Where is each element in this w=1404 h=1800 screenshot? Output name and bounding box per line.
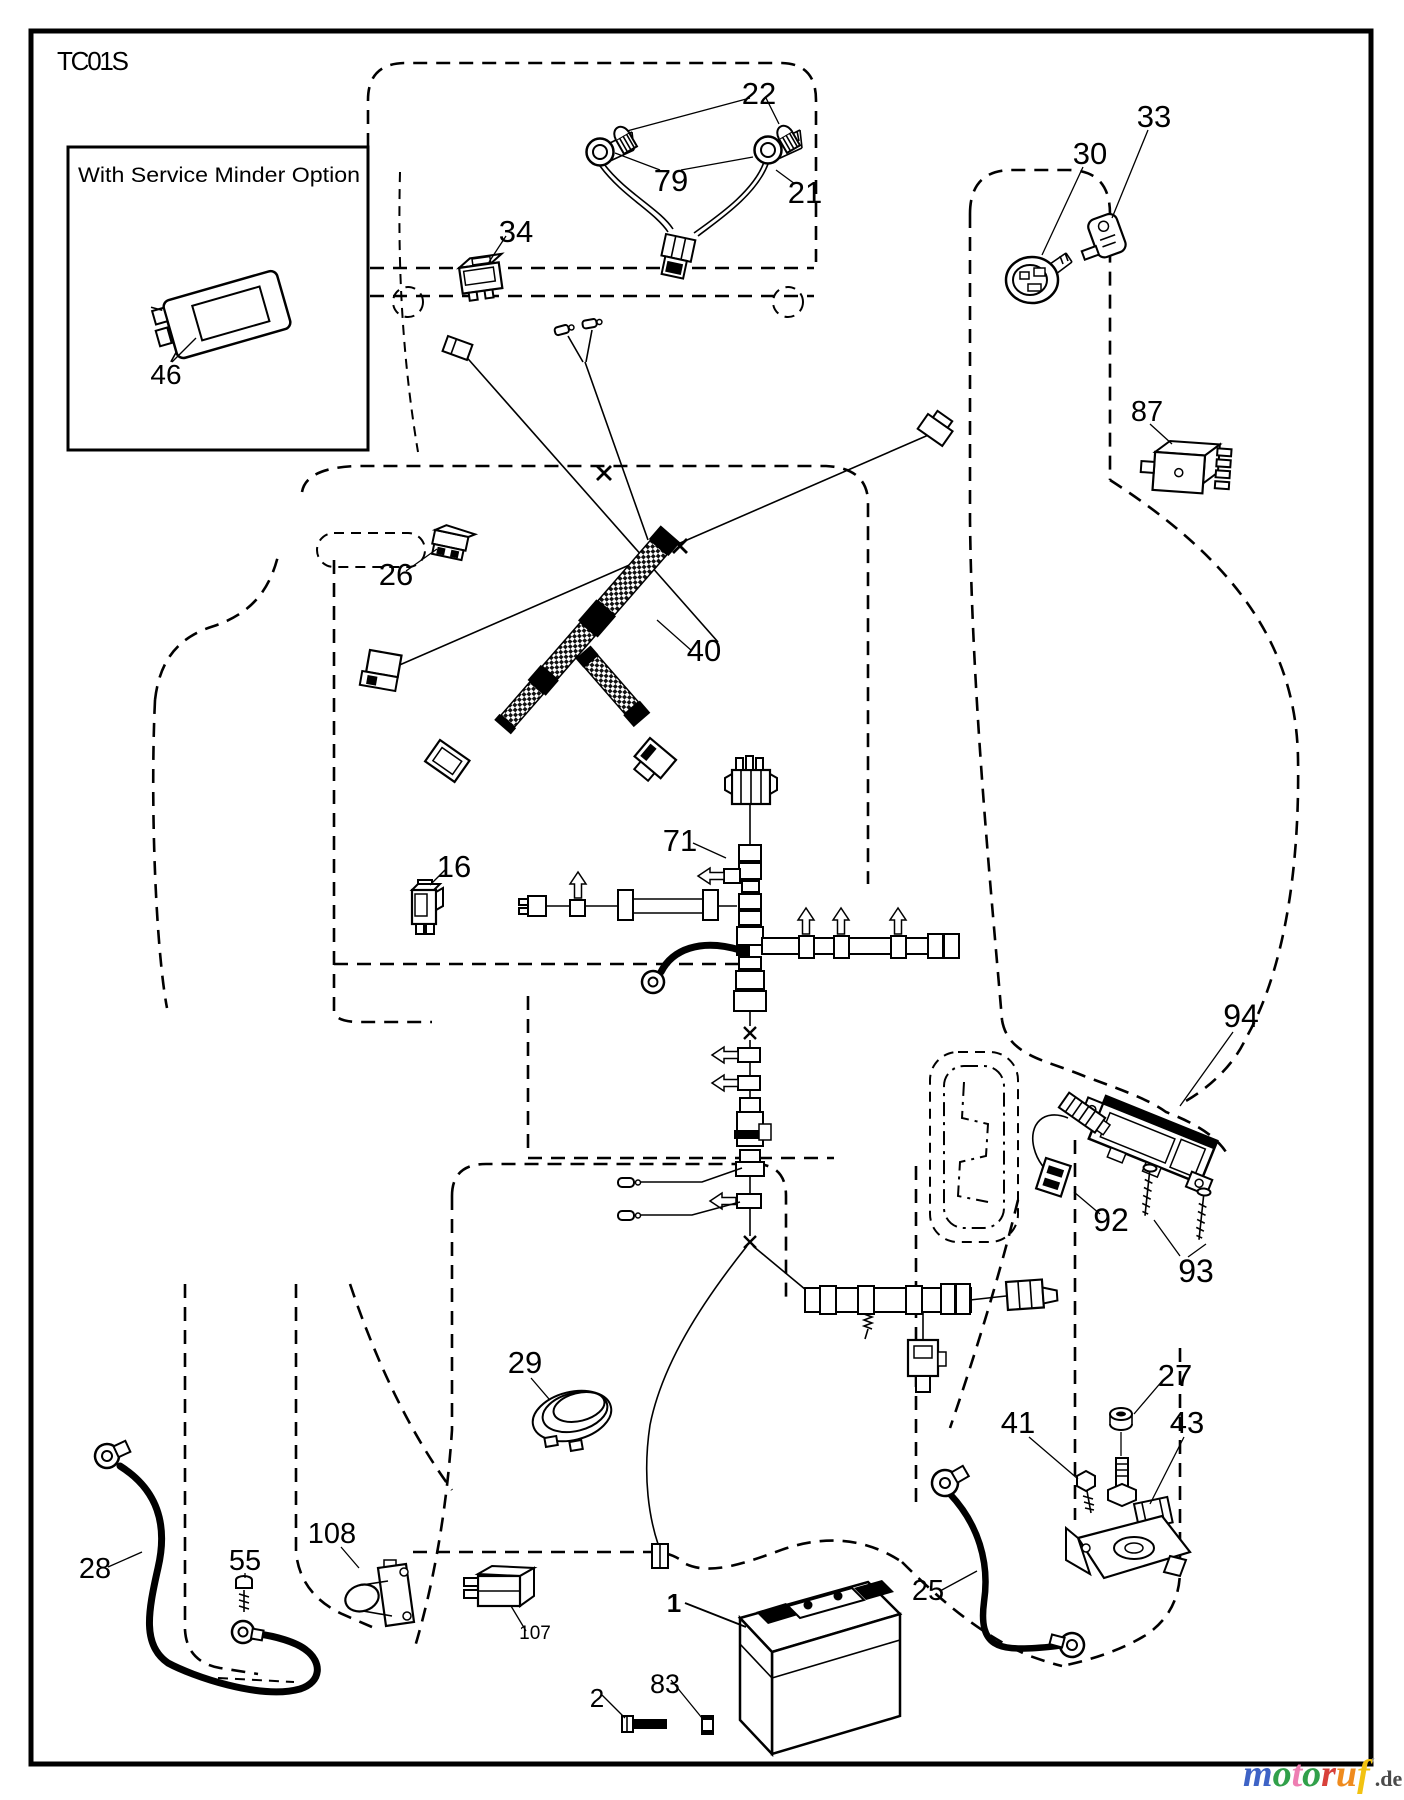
inset-title: With Service Minder Option — [78, 163, 360, 187]
part-label-43: 43 — [1169, 1405, 1205, 1440]
part-label-28: 28 — [78, 1553, 112, 1585]
spacer-83 — [702, 1716, 713, 1734]
part-label-46: 46 — [150, 359, 182, 390]
part-label-40: 40 — [686, 633, 722, 668]
part-label-26: 26 — [378, 557, 414, 592]
part-label-22: 22 — [741, 76, 777, 111]
watermark: motoruf'$_{.de}$ — [1243, 1753, 1403, 1795]
part-label-21: 21 — [787, 175, 823, 210]
part-label-83: 83 — [649, 1669, 681, 1699]
part-label-79: 79 — [653, 163, 689, 198]
part-label-16: 16 — [436, 849, 472, 884]
part-label-93: 93 — [1178, 1253, 1214, 1289]
inset-box — [68, 147, 368, 450]
part-label-2: 2 — [589, 1683, 605, 1713]
part-label-33: 33 — [1136, 99, 1172, 134]
part-label-55: 55 — [228, 1545, 262, 1577]
part-label-30: 30 — [1072, 136, 1108, 171]
part-label-41: 41 — [1000, 1405, 1036, 1440]
part-label-27: 27 — [1157, 1358, 1193, 1393]
part-label-107: 107 — [519, 1623, 551, 1644]
part-label-34: 34 — [498, 214, 534, 249]
part-label-29: 29 — [507, 1345, 543, 1380]
part-label-108: 108 — [307, 1518, 357, 1550]
diagram-code: TC01S — [57, 46, 129, 76]
part-label-94: 94 — [1223, 998, 1259, 1034]
part-label-1: 1 — [666, 1588, 682, 1618]
part-label-92: 92 — [1093, 1202, 1129, 1238]
part-label-87: 87 — [1130, 396, 1164, 428]
part-label-71: 71 — [662, 823, 698, 858]
part-label-25: 25 — [911, 1575, 945, 1607]
